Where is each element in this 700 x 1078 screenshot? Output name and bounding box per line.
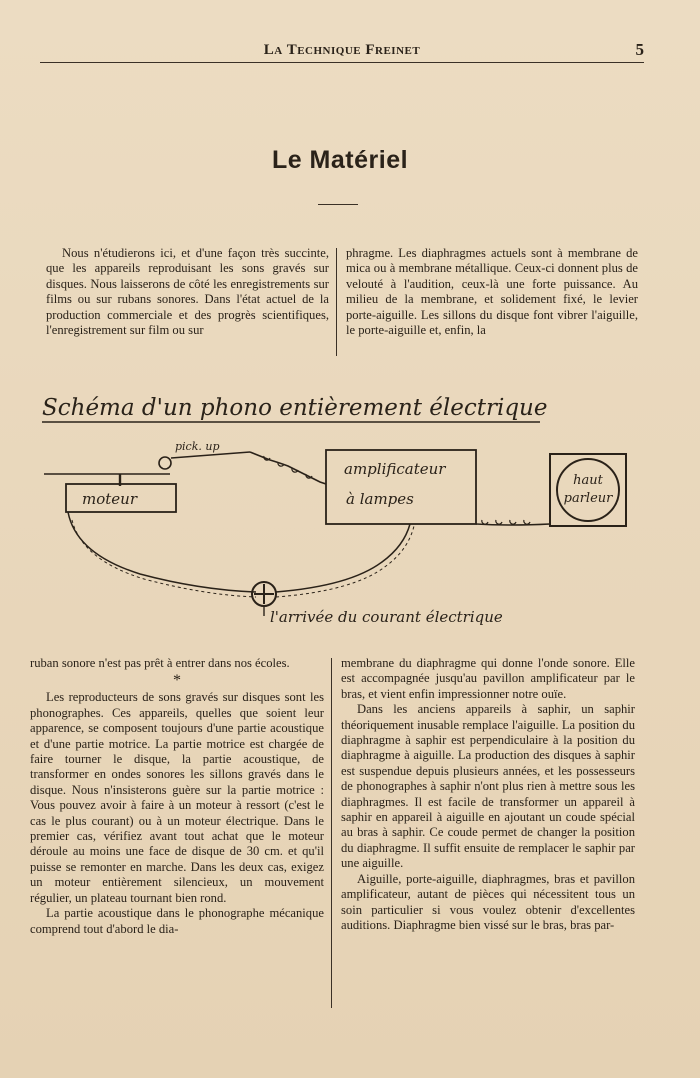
bottom-left-column: [30, 656, 324, 937]
top-right-column: [346, 246, 638, 338]
amplifier-power-cable-wrap: [276, 526, 414, 597]
bottom-left-paragraph-2: Les reproducteurs de sons gravés sur disques sont les phonographes. Ces appareils, quelles que soient leur apparence, se composent toujours d'une partie acoustique et d'une partie motrice. La partie motrice est chargée de faire tourner le disque, la partie acoustique, de transformer en ondes sonores les sillons gravés dans le disque. Nous n'insisterons guère sur la partie motrice : Vous pouvez avoir à faire à un moteur à ressort (c'est le cas le plus courant) ou à un moteur électrique. Dans le premier cas, vérifiez avant tout achat que le moteur déroule au moins une face de disque de 30 cm. et qu'il puisse se remonter en marche. Dans les deux cas, exigez un moteur entièrement silencieux, un mouvement régulier, un plateau tournant bien rond.: [30, 690, 324, 905]
amplifier-label-line1: amplificateur: [344, 460, 446, 478]
top-left-column: [46, 246, 329, 338]
title-rule: [318, 204, 358, 205]
diagram-svg: [20, 378, 670, 640]
running-header: [40, 40, 644, 63]
speaker-label-line1: haut: [573, 473, 603, 488]
speaker-label-line2: parleur: [563, 491, 613, 506]
page-number: 5: [635, 40, 644, 59]
amplifier-power-cable: [276, 524, 410, 592]
diagram-title: Schéma d'un phono entièrement électrique: [42, 395, 548, 421]
motor-label: moteur: [82, 490, 137, 508]
pickup-head: [159, 457, 171, 469]
bottom-right-paragraph-3: Aiguille, porte-aiguille, diaphragmes, bras et pavillon amplificateur, autant de pièces qui nécessitent tous un soin particulier si vous voulez obtenir d'excellentes auditions. Diaphragme bien vissé sur le bras, bras par-: [341, 871, 635, 932]
bottom-right-column: [341, 656, 635, 933]
amplifier-label-line2: à lampes: [346, 490, 414, 508]
bottom-right-paragraph-1: membrane du diaphragme qui donne l'onde sonore. Elle est accompagnée jusqu'au pavillon amplificateur par le bras, et vient enfin impressionner notre ouïe.: [341, 656, 635, 701]
column-divider-bottom: [331, 658, 332, 1008]
article-title: Le Matériel: [271, 146, 409, 174]
speaker-cable-twist: [482, 520, 530, 524]
motor-power-cable-wrap: [72, 520, 256, 597]
bottom-left-paragraph-3: La partie acoustique dans le phonographe mécanique comprend tout d'abord le dia-: [30, 906, 324, 936]
pickup-label: pick. up: [175, 440, 220, 453]
column-divider-top: [336, 248, 337, 356]
section-separator-asterisk: *: [173, 672, 181, 690]
bottom-right-paragraph-2: Dans les anciens appareils à saphir, un saphir théoriquement inusable remplace l'aiguille. La position du diaphragme à saphir est perpendiculaire à la position du diaphragme à aiguille. La production des disques à saphir est suspendue depuis plusieurs années, et les possesseurs de phonographes à saphir n'ont plus rien à mettre sous les diaphragmes. Il est facile de transformer un appareil à saphir en appareil à aiguille en ajoutant un coude spécial au bras à saphir. Ce coude permet de changer la position du diaphragme. Il suffit ensuite de remplacer le saphir par une aiguille.: [341, 702, 635, 871]
power-label: l'arrivée du courant électrique: [270, 608, 503, 626]
pickup-cable: [250, 452, 326, 484]
motor-power-cable: [68, 512, 256, 592]
top-left-paragraph: Nous n'étudierons ici, et d'une façon très succinte, que les appareils reproduisant les sons gravés sur disques. Nous laisserons de côté les enregistrements sur films ou sur rubans sonores. Dans l'état actuel de la production commerciale et des progrès scientifiques, l'enregistrement sur film ou sur: [46, 246, 329, 338]
bottom-left-paragraph-1: ruban sonore n'est pas prêt à entrer dans nos écoles.: [30, 656, 290, 670]
top-right-paragraph: phragme. Les diaphragmes actuels sont à membrane de mica ou à membrane métallique. Ceux-ci donnent plus de velouté à l'audition, ceux-là une forte puissance. Au milieu de la membrane, et solidement fixé, le levier porte-aiguille. Les sillons du disque font vibrer l'aiguille, le porte-aiguille et, enfin, la: [346, 246, 638, 338]
phono-diagram: [20, 378, 670, 640]
speaker-box: [550, 454, 626, 526]
running-title: La Technique Freinet: [263, 42, 421, 58]
speaker-cone: [557, 459, 619, 521]
power-plug-cross: [254, 584, 274, 604]
